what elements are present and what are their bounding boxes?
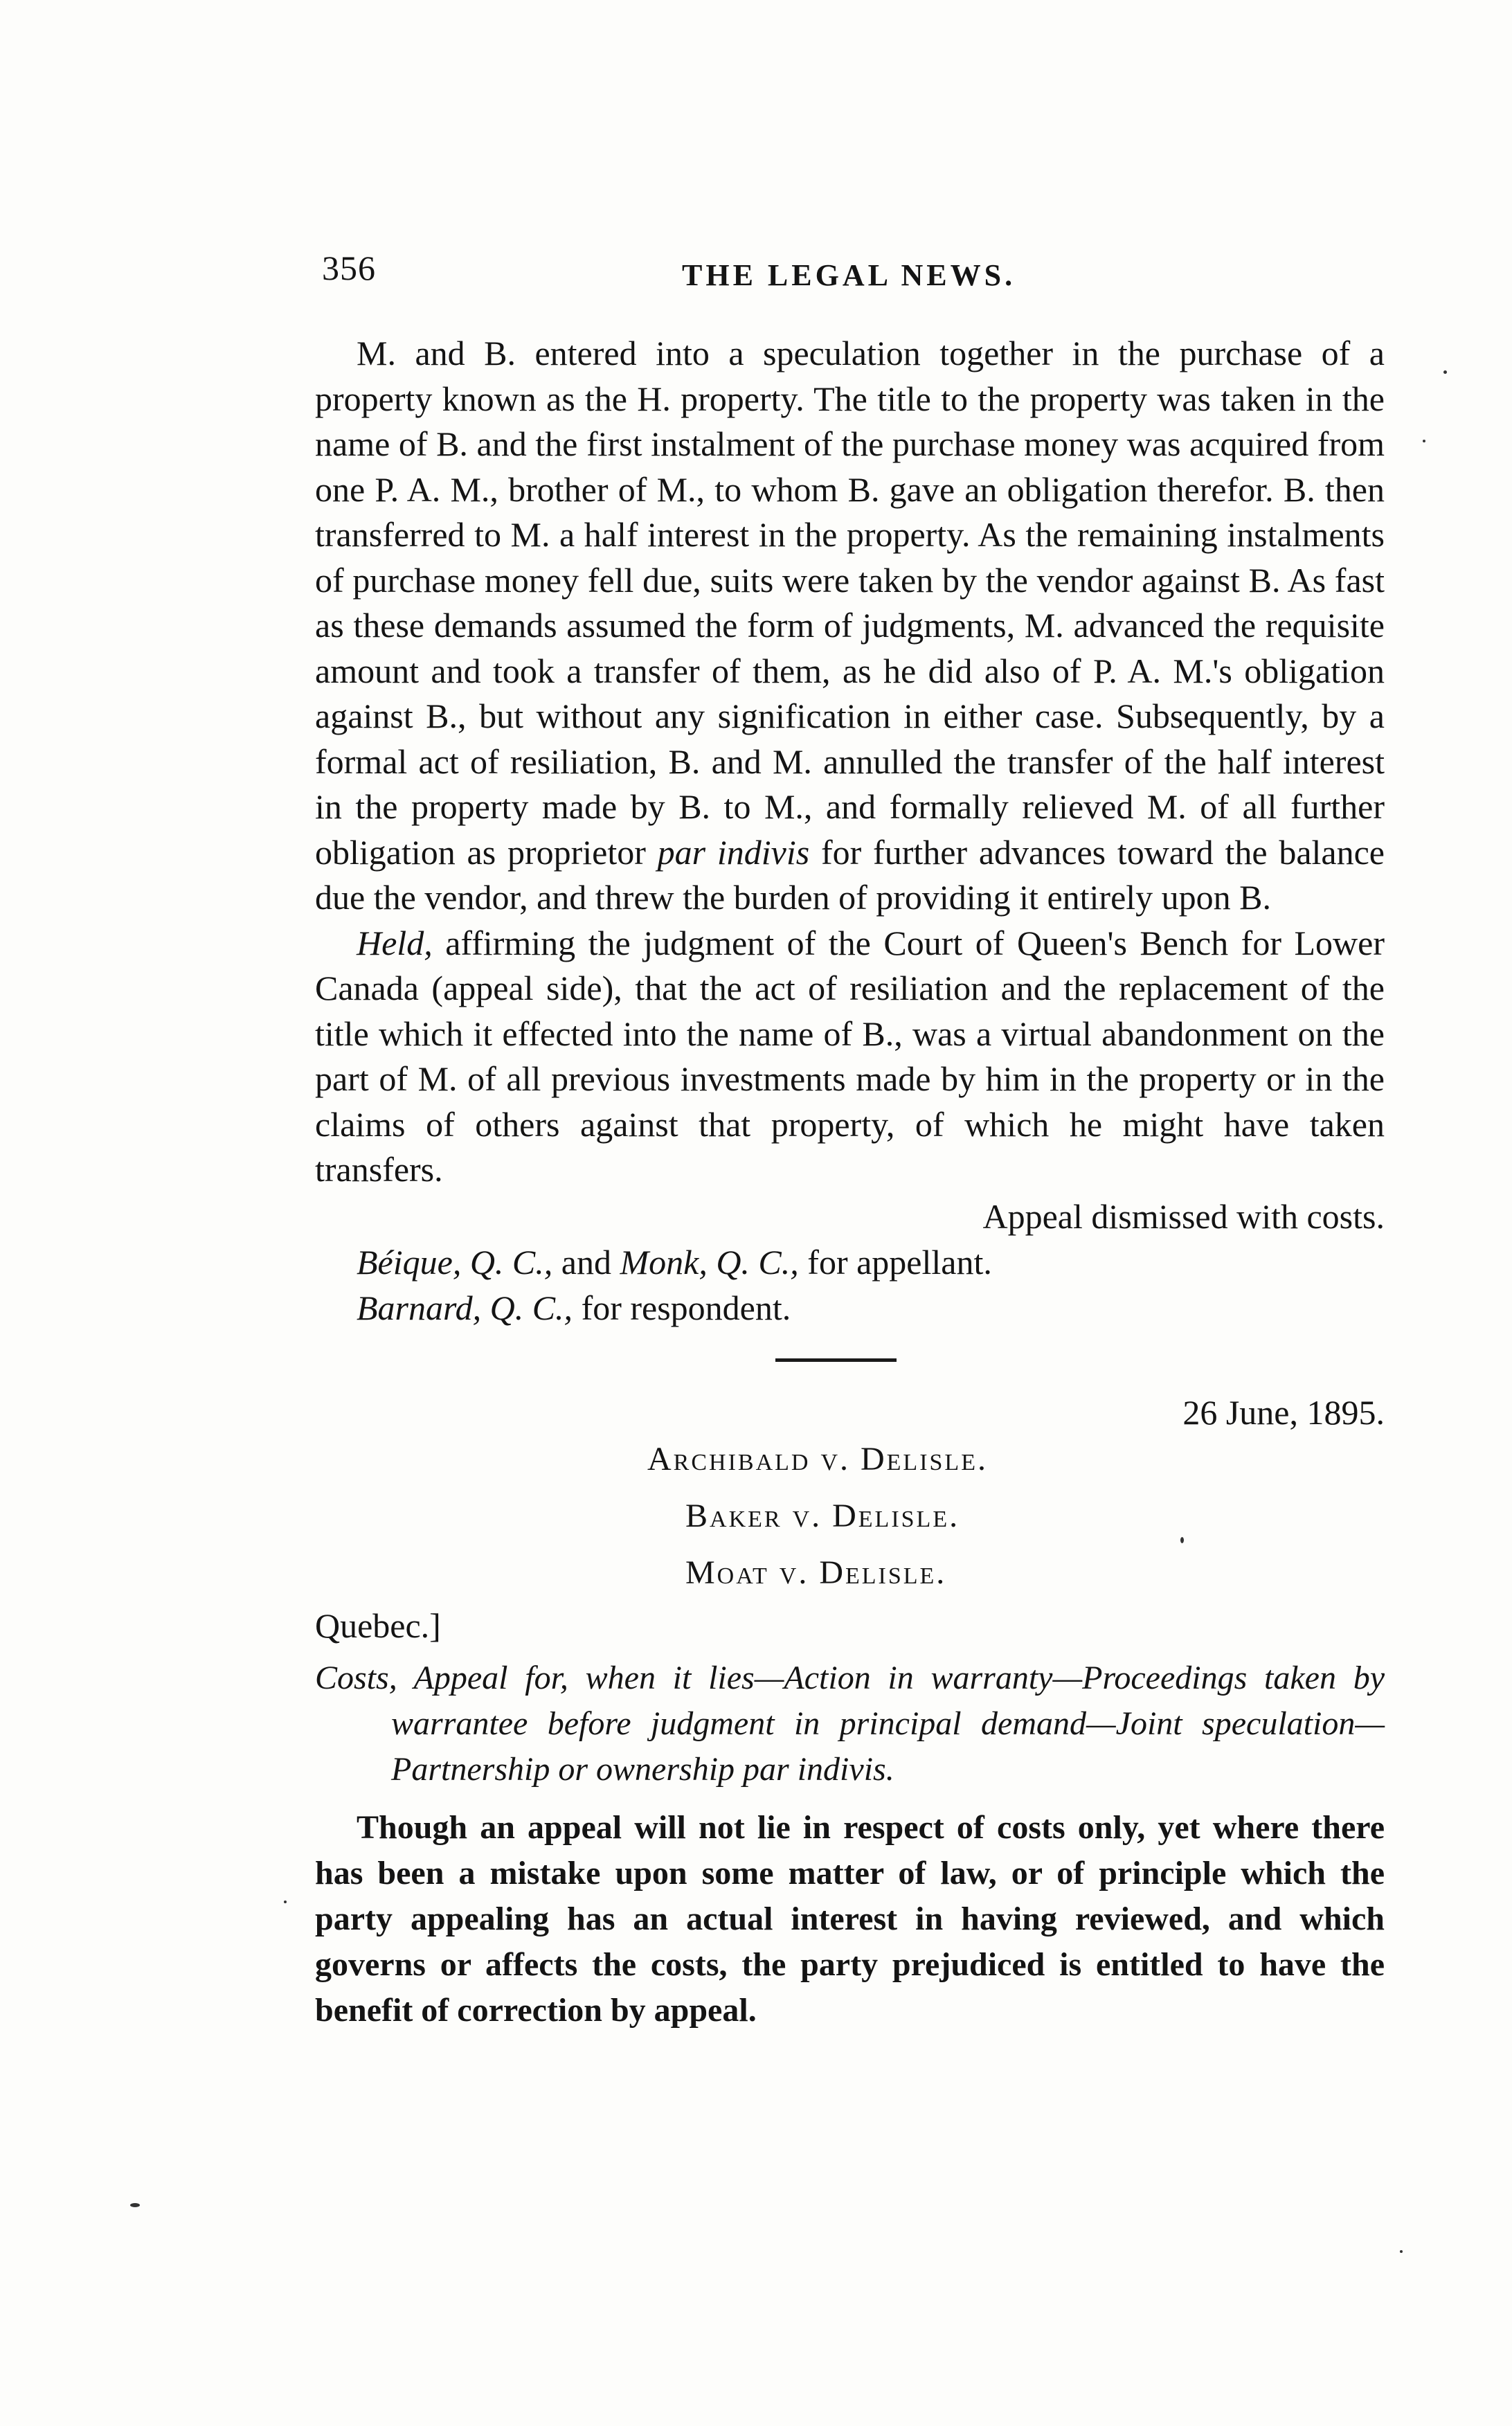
case2-holding: Though an appeal will not lie in respect of costs only, yet where there has been a mistake upon some matter of law, or of principle which the party appealing has an actual interest in having reviewed, and which governs or affects the costs, the party prejudiced is entitled to have the benefit of correction by appeal. xyxy=(315,1809,1385,2029)
case1-statement-end: for further advances toward the balance due the vendor, and threw the burden of providing it entirely upon B. xyxy=(315,832,1385,917)
held-text: affirming the judgment of the Court of Queen's Bench for Lower Canada (appeal side), that the act of resiliation and the replacement of the title which it effected into the name of B., was a virtual abandonment on the part of M. of all previous investments made by him in the property or in the claims of others against that property, of which he might have taken transfers. xyxy=(315,923,1385,1189)
scan-speck xyxy=(1180,1537,1184,1543)
counsel-appellant-name1: Béique, Q. C., xyxy=(357,1243,553,1282)
case1-statement-text: M. and B. entered into a speculation together in the purchase of a property known as the H. property. The title to the property was taken in the name of B. and the first instalment of the purchase money was acquired from one P. A. M., brother of M., to whom B. gave an obligation therefor. B. then transferred to M. a half interest in the property. As the remaining instalments of purchase money fell due, suits were taken by the vendor against B. As fast as these demands assumed the form of judgments, M. advanced the requisite amount and took a transfer of them, as he did also of P. A. M.'s obligation against B., but without any signification in either case. Subsequently, by a formal act of resiliation, B. and M. annulled the transfer of the half interest in the property made by B. to M., and formally relieved M. of all further obligation as proprietor xyxy=(315,334,1385,872)
case1-statement xyxy=(315,331,1385,921)
held-label: Held, xyxy=(357,923,433,962)
text-column xyxy=(315,331,1385,2033)
counsel-respondent-role: for respondent. xyxy=(573,1288,791,1327)
section-divider xyxy=(775,1358,897,1362)
scan-speck xyxy=(130,2203,140,2207)
case1-disposition: Appeal dismissed with costs. xyxy=(982,1196,1385,1236)
case-title-baker: Baker v. Delisle. xyxy=(685,1498,960,1534)
counsel-respondent-name: Barnard, Q. C., xyxy=(357,1288,573,1327)
running-title: THE LEGAL NEWS. xyxy=(682,258,1016,292)
case2-province: Quebec.] xyxy=(315,1606,441,1645)
counsel-appellant-name2: Monk, Q. C., xyxy=(620,1243,799,1282)
case2-date: 26 June, 1895. xyxy=(1182,1393,1385,1432)
case-title-archibald: Archibald v. Delisle. xyxy=(647,1441,988,1477)
scan-speck xyxy=(284,1901,287,1903)
counsel-respondent xyxy=(357,1285,1385,1331)
page-number: 356 xyxy=(322,249,376,287)
scan-speck xyxy=(1443,370,1447,374)
counsel-appellant xyxy=(357,1239,1385,1285)
scan-speck xyxy=(1400,2250,1403,2253)
case-title-moat: Moat v. Delisle. xyxy=(685,1554,947,1591)
scan-speck xyxy=(1423,440,1425,442)
counsel-appellant-and: and xyxy=(552,1243,620,1282)
case2-headnote: Costs, Appeal for, when it lies—Action in warranty—Proceedings taken by warrantee before judgment in principal demand—Joint speculation—Partnership or ownership par indivis. xyxy=(315,1660,1385,1788)
counsel-appellant-role: for appellant. xyxy=(798,1243,992,1282)
case1-statement-italic: par indivis xyxy=(657,832,810,872)
case1-held xyxy=(315,921,1385,1193)
